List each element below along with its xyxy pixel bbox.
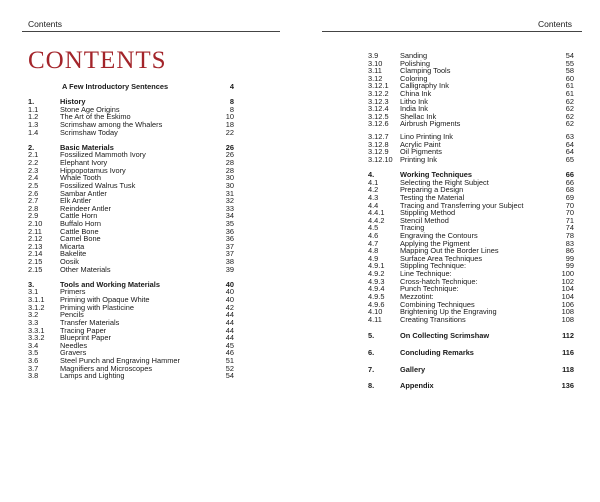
toc-entry-number: 3.10 <box>368 58 383 68</box>
toc-chapter-entry <box>28 98 234 106</box>
toc-entry <box>28 190 234 198</box>
toc-entry <box>368 148 574 156</box>
toc-entry-title: Applying the Pigment <box>400 238 470 248</box>
toc-entry <box>368 98 574 106</box>
toc-entry-number: 2.12 <box>28 234 43 244</box>
toc-entry-title: India Ink <box>400 104 428 114</box>
toc-entry-title: China Ink <box>400 89 432 99</box>
toc-entry <box>28 372 234 380</box>
toc-entry-page: 36 <box>225 234 234 244</box>
toc-entry <box>368 105 574 113</box>
toc-entry-page: 62 <box>565 111 574 121</box>
toc-entry-title: Priming with Opaque White <box>60 295 150 305</box>
toc-entry <box>368 120 574 128</box>
toc-entry-page: 40 <box>225 279 234 289</box>
toc-entry-page: 54 <box>225 371 234 381</box>
toc-entry-page: 108 <box>561 314 574 324</box>
toc-entry-title: Magnifiers and Microscopes <box>60 363 153 373</box>
toc-entry-page: 99 <box>565 253 574 263</box>
toc-entry-page: 35 <box>225 218 234 228</box>
toc-entry-number: 8. <box>368 381 375 391</box>
toc-entry <box>368 202 574 210</box>
toc-entry-number: 2.8 <box>28 203 39 213</box>
toc-entry-page: 64 <box>565 147 574 157</box>
toc-entry-title: Concluding Remarks <box>400 347 474 357</box>
toc-entry <box>368 133 574 141</box>
toc-entry-number: 2.3 <box>28 165 39 175</box>
toc-entry-title: Engraving the Contours <box>400 231 478 241</box>
toc-entry-page: 8 <box>229 104 234 114</box>
toc-entry-number: 4.4.2 <box>368 215 385 225</box>
toc-entry-title: Printing Ink <box>400 154 437 164</box>
toc-entry-number: 3.7 <box>28 363 39 373</box>
toc-entry <box>28 258 234 266</box>
toc-entry <box>28 334 234 342</box>
toc-entry <box>28 182 234 190</box>
toc-entry-number: 1.2 <box>28 112 39 122</box>
toc-entry <box>28 197 234 205</box>
toc-entry-title: Lino Printing Ink <box>400 132 453 142</box>
toc-entry-page: 100 <box>561 269 574 279</box>
toc-entry-title: Whale Tooth <box>60 173 101 183</box>
toc-chapter-entry <box>368 349 574 357</box>
toc-entry <box>28 129 234 137</box>
toc-entry <box>28 212 234 220</box>
toc-entry <box>368 156 574 164</box>
toc-entry-page: 18 <box>225 120 234 130</box>
toc-entry <box>368 113 574 121</box>
toc-entry-title: Stippling Method <box>400 208 456 218</box>
toc-entry <box>368 308 574 316</box>
toc-entry-title: Elephant Ivory <box>60 158 108 168</box>
toc-entry-page: 102 <box>561 276 574 286</box>
toc-entry-page: 63 <box>565 132 574 142</box>
toc-entry-page: 31 <box>225 188 234 198</box>
toc-entry-number: 4.9.3 <box>368 276 385 286</box>
toc-entry-title: Tracing and Transferring your Subject <box>400 200 524 210</box>
toc-entry-title: Oil Pigments <box>400 147 442 157</box>
toc-entry <box>28 327 234 335</box>
toc-entry-title: Mapping Out the Border Lines <box>400 246 499 256</box>
toc-entry-title: Cross-hatch Technique: <box>400 276 478 286</box>
toc-entry-title: Litho Ink <box>400 96 428 106</box>
toc-entry-title: Oosik <box>60 257 79 267</box>
toc-entry <box>28 167 234 175</box>
toc-entry <box>368 60 574 68</box>
toc-entry-number: 3.12.9 <box>368 147 389 157</box>
toc-entry-title: Selecting the Right Subject <box>400 177 489 187</box>
toc-entry-page: 71 <box>565 215 574 225</box>
toc-entry-title: Airbrush Pigments <box>400 119 461 129</box>
toc-chapter-entry <box>368 366 574 374</box>
toc-entry-page: 60 <box>565 73 574 83</box>
toc-spacer <box>368 373 574 382</box>
toc-entry-number: 4.10 <box>368 307 383 317</box>
toc-entry <box>368 217 574 225</box>
toc-entry-number: 4.8 <box>368 246 379 256</box>
toc-entry-number: 3.3.1 <box>28 325 45 335</box>
toc-entry-title: Blueprint Paper <box>60 333 111 343</box>
toc-entry-page: 108 <box>561 307 574 317</box>
toc-entry <box>368 141 574 149</box>
toc-entry-page: 40 <box>225 295 234 305</box>
toc-entry-number: 4.4 <box>368 200 379 210</box>
toc-entry-number: 3.4 <box>28 340 39 350</box>
toc-spacer <box>28 91 234 99</box>
toc-chapter-entry <box>368 382 574 390</box>
toc-entry-title: Mezzotint: <box>400 291 434 301</box>
toc-entry <box>368 316 574 324</box>
toc-entry-number: 2.15 <box>28 257 43 267</box>
toc-entry-title: Elk Antler <box>60 196 92 206</box>
toc-entry-number: 3.12.1 <box>368 81 389 91</box>
toc-entry-title: Tracing <box>400 223 425 233</box>
toc-entry-number: 3.12.2 <box>368 89 389 99</box>
toc-entry-number: 3.12.3 <box>368 96 389 106</box>
toc-entry-title: Shellac Ink <box>400 111 437 121</box>
toc-entry <box>28 235 234 243</box>
toc-entry-page: 46 <box>225 348 234 358</box>
toc-entry-number: 4.4.1 <box>368 208 385 218</box>
toc-entry-number: 3.3 <box>28 317 39 327</box>
toc-entry-page: 37 <box>225 241 234 251</box>
toc-entry-title: Micarta <box>60 241 85 251</box>
toc-entry-page: 74 <box>565 223 574 233</box>
toc-entry-page: 116 <box>562 347 574 357</box>
toc-entry-page: 38 <box>225 257 234 267</box>
toc-entry-page: 99 <box>565 261 574 271</box>
toc-entry-title: Lamps and Lighting <box>60 371 125 381</box>
toc-entry-page: 61 <box>565 81 574 91</box>
toc-entry-number: 2.6 <box>28 188 39 198</box>
toc-entry-title: Combining Techniques <box>400 299 475 309</box>
toc-entry-title: Cattle Bone <box>60 226 99 236</box>
toc-entry-number: 1. <box>28 97 35 107</box>
toc-entry <box>368 67 574 75</box>
toc-entry <box>28 304 234 312</box>
toc-entry <box>28 159 234 167</box>
toc-entry-title: Bakelite <box>60 249 87 259</box>
toc-entry-page: 70 <box>565 200 574 210</box>
toc-entry-page: 118 <box>562 364 574 374</box>
toc-entry-number: 1.4 <box>28 127 39 137</box>
toc-entry-title: Preparing a Design <box>400 185 464 195</box>
toc-entry-page: 26 <box>225 150 234 160</box>
toc-entry-title: A Few Introductory Sentences <box>62 82 169 91</box>
running-header-right: Contents <box>537 19 572 29</box>
toc-right-column <box>368 52 574 390</box>
toc-entry-title: Transfer Materials <box>60 317 120 327</box>
toc-entry-page: 37 <box>225 249 234 259</box>
toc-entry-page: 83 <box>565 238 574 248</box>
toc-entry-title: Other Materials <box>60 264 111 274</box>
toc-entry <box>28 151 234 159</box>
toc-entry <box>28 121 234 129</box>
toc-left-column <box>28 83 234 380</box>
toc-spacer <box>28 136 234 144</box>
toc-entry-title: Stone Age Origins <box>60 104 120 114</box>
toc-entry-number: 4.1 <box>368 177 379 187</box>
toc-entry-number: 2.2 <box>28 158 39 168</box>
toc-entry-page: 68 <box>565 185 574 195</box>
toc-entry-number: 4.9.5 <box>368 291 385 301</box>
toc-entry-number: 2.10 <box>28 218 43 228</box>
toc-entry-number: 4.3 <box>368 192 379 202</box>
toc-entry-page: 58 <box>565 66 574 76</box>
toc-entry-page: 62 <box>565 96 574 106</box>
running-header-left: Contents <box>28 19 63 29</box>
toc-entry-page: 30 <box>225 180 234 190</box>
toc-entry-title: Tracing Paper <box>60 325 107 335</box>
toc-entry-page: 45 <box>225 340 234 350</box>
toc-entry-number: 6. <box>368 347 375 357</box>
toc-entry <box>368 285 574 293</box>
toc-entry <box>28 250 234 258</box>
toc-entry-page: 78 <box>565 231 574 241</box>
toc-entry-number: 4.9.6 <box>368 299 385 309</box>
header-rule-left <box>22 31 280 32</box>
toc-entry-title: Stippling Technique: <box>400 261 467 271</box>
toc-entry <box>368 179 574 187</box>
toc-entry-title: Stencil Method <box>400 215 449 225</box>
toc-entry-page: 136 <box>561 381 574 391</box>
toc-chapter-entry <box>368 332 574 340</box>
toc-entry-title: Clamping Tools <box>400 66 451 76</box>
toc-entry-page: 34 <box>225 211 234 221</box>
toc-entry-title: Creating Transitions <box>400 314 466 324</box>
toc-entry-page: 32 <box>225 196 234 206</box>
toc-entry-number: 3. <box>28 279 35 289</box>
toc-entry-page: 22 <box>225 127 234 137</box>
toc-entry-number: 4.7 <box>368 238 379 248</box>
toc-entry-title: Tools and Working Materials <box>60 279 160 289</box>
toc-entry-title: Calligraphy Ink <box>400 81 449 91</box>
header-rule-right <box>322 31 582 32</box>
toc-entry-number: 7. <box>368 364 375 374</box>
toc-entry-title: Hippopotamus Ivory <box>60 165 126 175</box>
toc-entry <box>368 278 574 286</box>
toc-entry-title: Appendix <box>400 381 434 391</box>
toc-entry-number: 3.12 <box>368 73 383 83</box>
toc-entry-title: Needles <box>60 340 88 350</box>
toc-entry <box>28 243 234 251</box>
toc-entry-title: Fossilized Walrus Tusk <box>60 180 136 190</box>
toc-entry-title: Cattle Horn <box>60 211 98 221</box>
toc-entry-title: Fossilized Mammoth Ivory <box>60 150 146 160</box>
toc-entry-title: Coloring <box>400 73 428 83</box>
toc-entry-number: 3.9 <box>368 51 379 60</box>
toc-entry-page: 70 <box>565 208 574 218</box>
page-title: CONTENTS <box>28 47 167 74</box>
toc-entry-title: On Collecting Scrimshaw <box>400 331 490 341</box>
toc-entry-number: 2.11 <box>28 226 42 236</box>
toc-entry <box>28 228 234 236</box>
toc-entry-number: 3.12.6 <box>368 119 389 129</box>
toc-entry-page: 10 <box>225 112 234 122</box>
toc-entry-title: Basic Materials <box>60 142 114 152</box>
toc-entry-page: 62 <box>565 119 574 129</box>
toc-entry-page: 104 <box>561 284 574 294</box>
toc-entry-page: 65 <box>565 154 574 164</box>
toc-entry-number: 3.5 <box>28 348 39 358</box>
toc-entry-number: 1.1 <box>28 104 39 114</box>
toc-entry <box>28 311 234 319</box>
toc-entry <box>368 255 574 263</box>
toc-entry-title: Buffalo Horn <box>60 218 101 228</box>
toc-chapter-entry <box>28 281 234 289</box>
toc-entry-page: 44 <box>225 317 234 327</box>
toc-entry-page: 26 <box>225 142 234 152</box>
toc-entry-page: 112 <box>562 331 574 341</box>
toc-entry-number: 4.6 <box>368 231 379 241</box>
toc-entry-page: 69 <box>565 192 574 202</box>
toc-entry-number: 4.9.4 <box>368 284 385 294</box>
toc-entry <box>368 232 574 240</box>
toc-entry-page: 44 <box>225 310 234 320</box>
toc-entry-title: Sanding <box>400 51 428 60</box>
toc-entry-number: 2.14 <box>28 249 43 259</box>
toc-entry <box>28 319 234 327</box>
toc-entry-page: 33 <box>225 203 234 213</box>
toc-entry-number: 3.12.10 <box>368 154 393 164</box>
toc-entry-page: 51 <box>225 355 234 365</box>
toc-entry <box>368 262 574 270</box>
toc-entry-page: 106 <box>561 299 574 309</box>
toc-entry-title: History <box>60 97 86 107</box>
toc-entry-page: 86 <box>565 246 574 256</box>
toc-entry-number: 2.15 <box>28 264 43 274</box>
toc-entry <box>368 186 574 194</box>
toc-entry-title: The Art of the Eskimo <box>60 112 131 122</box>
toc-entry <box>28 220 234 228</box>
toc-entry-number: 4.9 <box>368 253 379 263</box>
toc-entry-number: 3.12.8 <box>368 139 389 149</box>
toc-entry-page: 30 <box>225 173 234 183</box>
toc-entry-page: 61 <box>565 89 574 99</box>
toc-entry-title: Brightening Up the Engraving <box>400 307 497 317</box>
toc-entry-page: 54 <box>565 51 574 60</box>
toc-entry-number: 2.5 <box>28 180 39 190</box>
toc-entry-page: 4 <box>229 82 234 91</box>
toc-entry-number: 3.12.7 <box>368 132 389 142</box>
toc-spacer <box>368 357 574 366</box>
toc-entry-page: 104 <box>561 291 574 301</box>
toc-entry-page: 40 <box>225 287 234 297</box>
toc-entry-number: 2.7 <box>28 196 39 206</box>
toc-entry-title: Polishing <box>400 58 430 68</box>
toc-entry-title: Primers <box>60 287 86 297</box>
toc-entry-number: 2.13 <box>28 241 43 251</box>
toc-entry-title: Sambar Antler <box>60 188 107 198</box>
toc-entry-title: Steel Punch and Engraving Hammer <box>60 355 180 365</box>
toc-entry <box>28 365 234 373</box>
toc-entry <box>28 106 234 114</box>
toc-entry-number: 3.8 <box>28 371 39 381</box>
toc-entry <box>368 209 574 217</box>
toc-entry <box>368 82 574 90</box>
toc-entry <box>368 90 574 98</box>
toc-entry-page: 62 <box>565 104 574 114</box>
toc-entry-number: 3.3.2 <box>28 333 45 343</box>
toc-entry <box>368 52 574 60</box>
toc-entry-title: Line Technique: <box>400 269 452 279</box>
toc-entry-page: 66 <box>565 170 574 180</box>
toc-entry-page: 44 <box>225 325 234 335</box>
toc-entry-number: 3.12.5 <box>368 111 389 121</box>
toc-entry-page: 42 <box>225 302 234 312</box>
toc-entry-number: 3.6 <box>28 355 39 365</box>
toc-entry-number: 3.11 <box>368 66 382 76</box>
toc-entry-title: Working Techniques <box>400 170 472 180</box>
toc-entry-title: Gravers <box>60 348 87 358</box>
toc-entry-page: 39 <box>225 264 234 274</box>
toc-entry-title: Scrimshaw among the Whalers <box>60 120 163 130</box>
toc-entry <box>28 342 234 350</box>
toc-entry-number: 4. <box>368 170 375 180</box>
toc-entry-title: Gallery <box>400 364 426 374</box>
toc-entry-number: 3.1.2 <box>28 302 45 312</box>
toc-chapter-entry <box>28 83 234 91</box>
toc-entry-number: 2.4 <box>28 173 39 183</box>
toc-entry-number: 3.1.1 <box>28 295 45 305</box>
toc-entry-title: Priming with Plasticine <box>60 302 134 312</box>
toc-entry-number: 5. <box>368 331 375 341</box>
toc-entry-number: 2. <box>28 142 35 152</box>
toc-entry-number: 3.12.4 <box>368 104 389 114</box>
toc-entry-page: 52 <box>225 363 234 373</box>
toc-entry-page: 66 <box>565 177 574 187</box>
toc-entry-page: 64 <box>565 139 574 149</box>
toc-entry-number: 1.3 <box>28 120 39 130</box>
toc-entry-title: Scrimshaw Today <box>60 127 118 137</box>
toc-entry-page: 36 <box>225 226 234 236</box>
toc-entry-number: 4.9.1 <box>368 261 385 271</box>
toc-entry-title: Acrylic Paint <box>400 139 441 149</box>
toc-entry <box>28 205 234 213</box>
toc-entry-number: 4.2 <box>368 185 379 195</box>
toc-entry <box>28 266 234 274</box>
toc-entry <box>368 75 574 83</box>
toc-entry-number: 2.1 <box>28 150 39 160</box>
toc-entry-number: 4.5 <box>368 223 379 233</box>
toc-entry-title: Reindeer Antler <box>60 203 111 213</box>
toc-entry-title: Punch Technique: <box>400 284 459 294</box>
toc-entry-page: 28 <box>225 165 234 175</box>
toc-entry-page: 55 <box>565 58 574 68</box>
toc-entry-number: 3.2 <box>28 310 39 320</box>
toc-entry-title: Surface Area Techniques <box>400 253 483 263</box>
toc-entry-title: Testing the Material <box>400 192 465 202</box>
toc-entry-page: 44 <box>225 333 234 343</box>
toc-entry-title: Camel Bone <box>60 234 101 244</box>
toc-entry-number: 4.9.2 <box>368 269 385 279</box>
toc-entry-number: 4.11 <box>368 314 382 324</box>
toc-entry-number: 3.1 <box>28 287 39 297</box>
toc-entry-number: 2.9 <box>28 211 39 221</box>
toc-entry-title: Pencils <box>60 310 84 320</box>
toc-entry-page: 8 <box>229 97 234 107</box>
toc-entry-page: 28 <box>225 158 234 168</box>
